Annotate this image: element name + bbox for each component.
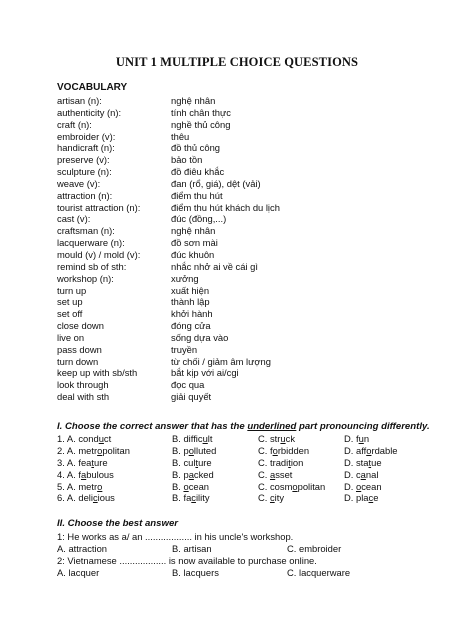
option-text: politan <box>297 480 326 492</box>
vocab-row <box>57 296 437 308</box>
answer-option <box>57 457 172 469</box>
option-text: B. <box>172 480 184 492</box>
question-row <box>57 492 447 504</box>
vocab-term: pass down <box>57 343 102 355</box>
vocab-meaning: điểm thu hút khách du lịch <box>171 201 280 213</box>
options-row <box>57 543 447 555</box>
vocab-term: preserve (v): <box>57 154 110 166</box>
option-text: B. p <box>172 444 189 456</box>
option-text: cean <box>361 480 382 492</box>
vocab-meaning: nghề thủ công <box>171 118 231 130</box>
vocab-row <box>57 391 437 403</box>
vocab-meaning: thành lập <box>171 296 210 308</box>
vocab-row <box>57 213 437 225</box>
question-row <box>57 469 447 481</box>
vocab-term: artisan (n): <box>57 95 102 106</box>
vocab-row <box>57 273 437 285</box>
answer-option <box>258 433 344 445</box>
answer-option <box>258 445 344 457</box>
underlined-part: o <box>272 444 278 456</box>
vocab-term: remind sb of sth: <box>57 260 127 272</box>
option-text: 1. A. cond <box>57 433 99 444</box>
option-text: D. c <box>344 468 361 480</box>
option-text: ck <box>285 433 295 444</box>
vocab-meaning: nhắc nhở ai về cái gì <box>171 260 258 272</box>
answer-option <box>344 469 447 481</box>
option-text: 6. A. deli <box>57 492 93 504</box>
vocab-term: lacquerware (n): <box>57 237 125 249</box>
underlined-part: t <box>288 456 291 468</box>
vocab-meaning: đan (rổ, giá), dệt (vải) <box>171 177 261 189</box>
vocab-term: turn down <box>57 355 99 367</box>
vocab-term: handicraft (n): <box>57 142 115 154</box>
vocab-meaning: nghệ nhân <box>171 95 216 106</box>
answer-option <box>344 457 447 469</box>
option-text: cked <box>193 468 214 480</box>
option-text: D. aff <box>344 444 367 456</box>
page-title: UNIT 1 MULTIPLE CHOICE QUESTIONS <box>115 55 359 69</box>
option-text: ure <box>198 456 212 468</box>
underlined-part: a <box>360 468 366 480</box>
vocab-term: workshop (n): <box>57 272 114 284</box>
option-text: C. tradi <box>258 456 289 468</box>
vocab-meaning: truyền <box>171 343 198 355</box>
answer-option: A. attraction <box>57 542 108 554</box>
option-text: D. pla <box>344 492 369 504</box>
option-text: cean <box>188 480 210 492</box>
vocab-meaning: đồ sơn mài <box>171 237 218 249</box>
option-text: B. cul <box>172 456 196 468</box>
answer-option: A. lacquer <box>57 566 100 578</box>
vocab-meaning: xưởng <box>171 272 199 284</box>
underlined-part: o <box>97 480 103 492</box>
vocab-meaning: tính chân thực <box>171 106 231 118</box>
answer-option: C. embroider <box>287 542 342 554</box>
vocab-row <box>57 285 437 297</box>
vocab-meaning: đồ thủ công <box>171 142 220 154</box>
option-text: 5. A. metr <box>57 480 98 492</box>
vocab-term: craft (n): <box>57 118 92 130</box>
vocab-row <box>57 379 437 391</box>
option-text: politan <box>102 444 130 456</box>
vocab-row <box>57 320 437 332</box>
vocab-term: set up <box>57 296 83 308</box>
vocab-meaning: xuất hiện <box>171 284 210 296</box>
question-text: 2: Vietnamese .................. is now available to purchase online. <box>57 554 317 566</box>
option-text: C. f <box>258 444 273 456</box>
underlined-part: a <box>188 468 194 480</box>
vocab-term: deal with sth <box>57 391 110 403</box>
answer-option <box>344 445 447 457</box>
option-text: sset <box>275 468 293 480</box>
option-text: rdable <box>371 444 398 456</box>
vocab-row <box>57 178 437 190</box>
pronunciation-questions <box>57 433 447 504</box>
option-text: C. <box>258 468 270 480</box>
answer-option <box>172 457 258 469</box>
option-text: ion <box>290 456 304 468</box>
underlined-part: o <box>97 444 103 456</box>
vocab-meaning: bắt kịp với ai/cgi <box>171 367 239 379</box>
underlined-part: c <box>92 492 98 504</box>
answer-option <box>258 492 344 504</box>
underlined-part: c <box>368 492 374 504</box>
vocab-meaning: đọc qua <box>171 379 205 391</box>
vocab-term: set off <box>57 308 83 320</box>
vocab-row <box>57 356 437 368</box>
vocab-row <box>57 154 437 166</box>
vocab-meaning: đóng cửa <box>171 320 211 332</box>
answer-option: B. lacquers <box>172 566 219 578</box>
vocab-term: turn up <box>57 284 87 296</box>
underlined-part: t <box>368 456 372 468</box>
option-text: D. sta <box>344 456 369 468</box>
underlined-part: t <box>195 456 199 468</box>
vocab-term: live on <box>57 331 85 343</box>
option-text: C. <box>258 492 270 504</box>
answer-option <box>172 492 258 504</box>
option-text: C. cosm <box>258 480 293 492</box>
vocab-term: weave (v): <box>57 177 101 189</box>
vocab-term: mould (v) / mold (v): <box>57 248 141 260</box>
vocab-meaning: thêu <box>171 130 190 142</box>
answer-option <box>344 481 447 493</box>
vocab-meaning: bảo tồn <box>171 154 203 166</box>
vocab-row <box>57 237 437 249</box>
vocab-meaning: đúc khuôn <box>171 248 215 260</box>
answer-option <box>172 481 258 493</box>
answer-option <box>172 469 258 481</box>
answer-option: B. artisan <box>172 542 212 554</box>
underlined-part: o <box>292 480 298 492</box>
underlined-part: o <box>366 444 372 456</box>
underlined-part: u <box>280 433 286 444</box>
underlined-part: a <box>80 468 87 480</box>
option-text: 2. A. metr <box>57 444 98 456</box>
option-text: ure <box>94 456 108 468</box>
question-text: 1: He works as a/ an .................. in his uncle's workshop. <box>57 531 294 542</box>
option-text: 4. A. f <box>57 468 81 480</box>
question-row <box>57 481 447 493</box>
vocab-term: cast (v): <box>57 213 91 225</box>
vocab-meaning: đúc (đồng,...) <box>171 213 227 225</box>
answer-option <box>344 433 447 445</box>
option-text: bulous <box>86 468 114 480</box>
vocab-meaning: sống dựa vào <box>171 331 229 343</box>
vocab-row <box>57 332 437 344</box>
question-row <box>57 445 447 457</box>
vocab-meaning: đồ điêu khắc <box>171 166 225 178</box>
answer-option <box>172 445 258 457</box>
answer-option <box>258 469 344 481</box>
vocab-term: tourist attraction (n): <box>57 201 141 213</box>
vocab-term: authenticity (n): <box>57 106 122 118</box>
vocab-row <box>57 107 437 119</box>
underlined-part: u <box>358 433 364 444</box>
vocab-row <box>57 190 437 202</box>
vocab-row <box>57 249 437 261</box>
section-1-heading: I. Choose the correct answer that has the underlined part pronouncing differently. <box>57 421 430 432</box>
underlined-part: c <box>269 492 275 504</box>
vocab-term: attraction (n): <box>57 189 113 201</box>
vocab-term: sculpture (n): <box>57 166 112 178</box>
option-text: 3. A. fea <box>57 456 92 468</box>
vocab-row <box>57 202 437 214</box>
option-text: C. str <box>258 433 281 444</box>
underlined-part: o <box>183 480 189 492</box>
vocab-row <box>57 261 437 273</box>
vocab-meaning: nghệ nhân <box>171 225 216 237</box>
underlined-part: u <box>98 433 104 444</box>
answer-option <box>57 433 172 445</box>
question-row <box>57 457 447 469</box>
vocab-meaning: từ chối / giảm âm lượng <box>171 355 271 367</box>
option-text: B. fa <box>172 492 192 504</box>
vocab-row <box>57 119 437 131</box>
option-text: D. f <box>344 433 359 444</box>
answer-option: C. lacquerware <box>287 566 351 578</box>
vocab-row <box>57 142 437 154</box>
vocab-term: craftsman (n): <box>57 225 115 237</box>
vocab-meaning: khởi hành <box>171 308 213 320</box>
option-text: D. <box>344 480 356 492</box>
answer-option <box>57 492 172 504</box>
multiple-choice-questions <box>57 531 447 579</box>
option-text: ue <box>371 456 382 468</box>
answer-option <box>258 457 344 469</box>
underlined-part: t <box>91 456 95 468</box>
answer-option <box>344 492 447 504</box>
vocab-row <box>57 367 437 379</box>
option-text: n <box>363 433 370 444</box>
options-row <box>57 567 447 579</box>
vocab-meaning: giải quyết <box>171 391 212 403</box>
section-2-heading: II. Choose the best answer <box>57 518 179 529</box>
answer-option <box>57 469 172 481</box>
vocab-row <box>57 166 437 178</box>
underlined-part: a <box>269 468 276 480</box>
answer-option <box>57 445 172 457</box>
answer-option <box>258 481 344 493</box>
option-text: lluted <box>193 444 217 456</box>
vocab-row <box>57 131 437 143</box>
option-text: rbidden <box>277 444 310 456</box>
vocab-term: close down <box>57 320 104 332</box>
vocab-row <box>57 225 437 237</box>
option-text: ity <box>274 492 285 504</box>
option-text: ious <box>97 492 115 504</box>
underlined-part: o <box>188 444 194 456</box>
underlined-part: u <box>202 433 208 444</box>
vocab-row <box>57 308 437 320</box>
question-row <box>57 433 447 445</box>
option-text: B. diffic <box>172 433 203 444</box>
option-text: lt <box>207 433 213 444</box>
vocab-meaning: điểm thu hút <box>171 189 223 201</box>
vocab-row <box>57 344 437 356</box>
underlined-part: o <box>355 480 362 492</box>
vocab-term: embroider (v): <box>57 130 116 142</box>
underlined-part: c <box>191 492 196 504</box>
vocabulary-heading: VOCABULARY <box>57 82 128 93</box>
vocab-row <box>57 95 437 107</box>
vocab-term: look through <box>57 379 109 391</box>
option-text: ility <box>195 492 210 504</box>
answer-option <box>57 481 172 493</box>
option-text: e <box>373 492 379 504</box>
vocab-term: keep up with sb/sth <box>57 367 138 379</box>
option-text: ct <box>103 433 112 444</box>
option-text: nal <box>365 468 379 480</box>
answer-option <box>172 433 258 445</box>
vocabulary-list <box>57 95 437 403</box>
option-text: B. p <box>172 468 189 480</box>
